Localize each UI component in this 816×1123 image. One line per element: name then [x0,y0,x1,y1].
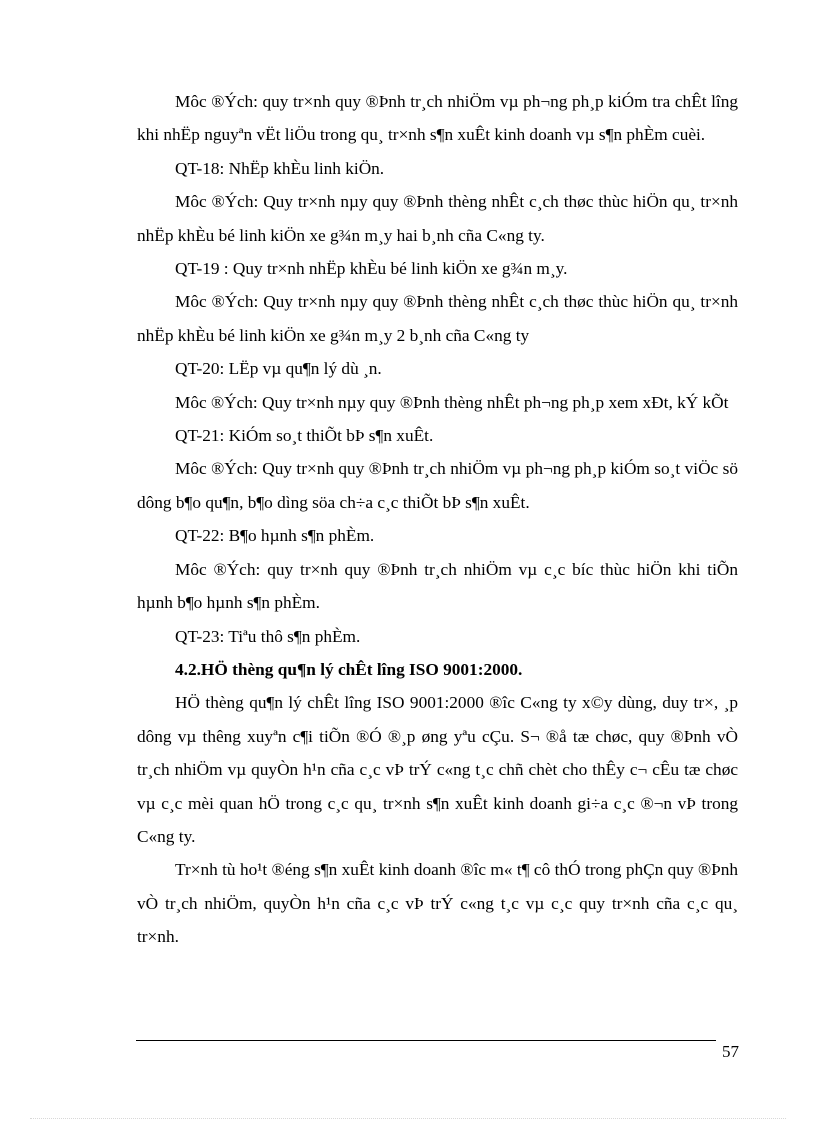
paragraph-qt18-title: QT-18: NhËp khÈu linh kiÖn. [175,158,385,178]
body-text [137,85,738,954]
paragraph-qt19-title: QT-19 : Quy tr×nh nhËp khÈu bé linh kiÖn xe g¾n m¸y. [175,259,568,279]
page-bottom-dotted-border [30,1118,786,1119]
paragraph-purpose-qt22: Môc ®Ých: quy tr×nh quy ®Þnh tr¸ch nhiÖm vµ c¸c bíc thùc hiÖn khi tiÕn hµnh b¶o hµnh s¶n phÈm. [137,559,738,613]
paragraph-qt20-title: QT-20: LËp vµ qu¶n lý dù ¸n. [175,359,382,379]
paragraph-purpose-qt21: Môc ®Ých: Quy tr×nh quy ®Þnh tr¸ch nhiÖm vµ ph¬ng ph¸p kiÓm so¸t viÖc sö dông b¶o qu¶n, b¶o dìng söa ch÷a c¸c thiÕt bÞ s¶n xuÊt. [137,459,738,512]
paragraph-purpose-qt17: Môc ®Ých: quy tr×nh quy ®Þnh tr¸ch nhiÖm vµ ph¬ng ph¸p kiÓm tra chÊt lîng khi nhËp nguyªn vËt liÖu trong qu¸ tr×nh s¶n xuÊt kinh doanh vµ s¶n phÈm cuèi. [137,92,738,145]
paragraph-iso-system: HÖ thèng qu¶n lý chÊt lîng ISO 9001:2000 ®îc C«ng ty x©y dùng, duy tr×, ¸p dông vµ thêng xuyªn c¶i tiÕn ®Ó ®¸p øng yªu cÇu. S¬ ®å tæ chøc, quy ®Þnh vÒ tr¸ch nhiÖm vµ quyÒn h¹n cña c¸c vÞ trÝ c«ng t¸c chñ chèt cho thÊy c¬ cÊu tæ chøc vµ c¸c mèi quan hÖ trong c¸c qu¸ tr×nh s¶n xuÊt kinh doanh gi÷a c¸c ®¬n vÞ trong C«ng ty. [137,693,738,846]
paragraph-qt22-title: QT-22: B¶o hµnh s¶n phÈm. [175,526,375,546]
paragraph-qt23-title: QT-23: Tiªu thô s¶n phÈm. [175,626,361,646]
paragraph-purpose-qt20: Môc ®Ých: Quy tr×nh nµy quy ®Þnh thèng nhÊt ph¬ng ph¸p xem xÐt, kÝ kÕt [175,392,729,412]
paragraph-qt21-title: QT-21: KiÓm so¸t thiÕt bÞ s¶n xuÊt. [175,426,434,446]
paragraph-purpose-qt19: Môc ®Ých: Quy tr×nh nµy quy ®Þnh thèng nhÊt c¸ch thøc thùc hiÖn qu¸ tr×nh nhËp khÈu bé linh kiÖn xe g¾n m¸y 2 b¸nh cña C«ng ty [137,292,738,345]
paragraph-activity-order: Tr×nh tù ho¹t ®éng s¶n xuÊt kinh doanh ®îc m« t¶ cô thÓ trong phÇn quy ®Þnh vÒ tr¸ch nhiÖm, quyÒn h¹n cña c¸c vÞ trÝ c«ng t¸c vµ c¸c quy tr×nh cña c¸c qu¸ tr×nh. [137,860,738,947]
footer-rule [136,1040,716,1041]
paragraph-purpose-qt18: Môc ®Ých: Quy tr×nh nµy quy ®Þnh thèng nhÊt c¸ch thøc thùc hiÖn qu¸ tr×nh nhËp khÈu bé linh kiÖn xe g¾n m¸y hai b¸nh cña C«ng ty. [137,192,738,245]
page-number: 57 [722,1042,739,1061]
section-heading: 4.2.HÖ thèng qu¶n lý chÊt lîng ISO 9001:2000. [175,659,523,679]
